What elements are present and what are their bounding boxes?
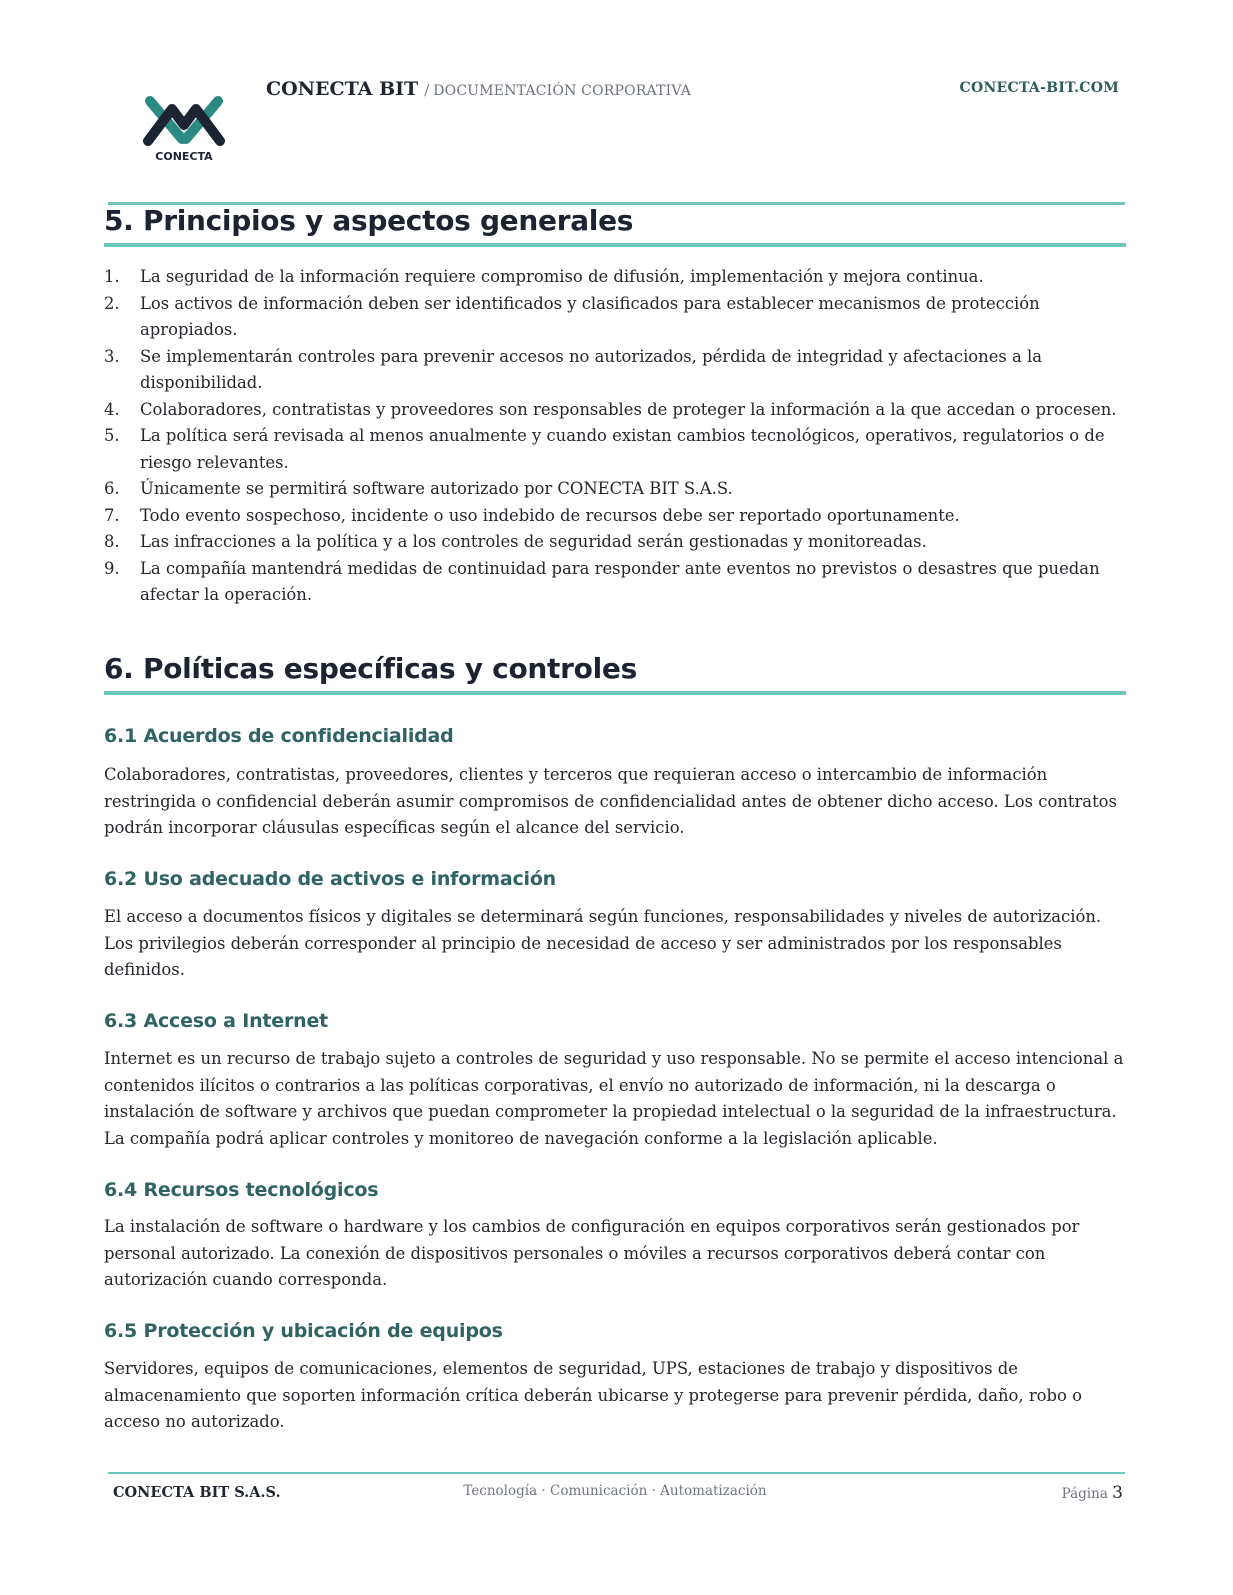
page-indicator [1062,1483,1123,1503]
subsection-6-3-heading: 6.3 Acceso a Internet [104,1010,329,1032]
subsection-6-3-body: Internet es un recurso de trabajo sujeto a controles de seguridad y uso responsable. No se permite el acceso intencional a contenidos ilícitos o contrarios a las políticas corporativas, el envío no autorizado de información, ni la descarga o instalación de software y archivos que puedan comprometer la propiedad intelectual o la seguridad de la infraestructura. La compañía podrá aplicar controles y monitoreo de navegación conforme a la legislación aplicable. [104,1049,1124,1148]
list-item: 1. La seguridad de la información requiere compromiso de difusión, implementación y mejora continua. [104,267,984,286]
principles-list [104,264,1124,609]
subsection-6-2-body: El acceso a documentos físicos y digitales se determinará según funciones, responsabilidades y niveles de autorización. Los privilegios deberán corresponder al principio de necesidad de acceso y ser administrados por los responsables definidos. [104,907,1102,979]
list-item: 3. Se implementarán controles para prevenir accesos no autorizados, pérdida de integridad y afectaciones a la disponibilidad. [104,346,1043,392]
header-brand-line [266,78,691,100]
brand-name: CONECTA BIT [266,78,419,100]
logo-text: CONECTA [155,150,213,163]
company-logo [142,95,226,165]
brand-separator: / [424,81,430,99]
section-6-heading: 6. Políticas específicas y controles [104,652,1126,695]
list-item: 9. La compañía mantendrá medidas de continuidad para responder ante eventos no previstos o desastres que puedan afectar la operación. [104,558,1100,604]
website-link[interactable]: CONECTA-BIT.COM [959,80,1119,96]
list-item: 7. Todo evento sospechoso, incidente o uso indebido de recursos debe ser reportado oportunamente. [104,505,960,525]
logo-mark-icon [142,95,226,165]
list-item: 5. La política será revisada al menos anualmente y cuando existan cambios tecnológicos, operativos, regulatorios o de riesgo relevantes. [104,426,1105,472]
footer-tagline: Tecnología · Comunicación · Automatización [463,1483,767,1499]
subsection-6-5-body: Servidores, equipos de comunicaciones, elementos de seguridad, UPS, estaciones de trabajo y dispositivos de almacenamiento que soporten información crítica deberán ubicarse y protegerse para prevenir pérdida, daño, robo o acceso no autorizado. [104,1359,1082,1431]
footer-divider [108,1472,1125,1474]
list-item: 4. Colaboradores, contratistas y proveedores son responsables de proteger la información a la que accedan o procesen. [104,399,1117,419]
subsection-6-1-body: Colaboradores, contratistas, proveedores, clientes y terceros que requieran acceso o intercambio de información restringida o confidencial deberán asumir compromisos de confidencialidad antes de obtener dicho acceso. Los contratos podrán incorporar cláusulas específicas según el alcance del servicio. [104,765,1117,837]
subsection-6-1-heading: 6.1 Acuerdos de confidencialidad [104,725,454,747]
list-item: 6. Únicamente se permitirá software autorizado por CONECTA BIT S.A.S. [104,479,733,498]
subsection-6-5-heading: 6.5 Protección y ubicación de equipos [104,1320,503,1342]
list-item: 8. Las infracciones a la política y a los controles de seguridad serán gestionadas y monitoreadas. [104,532,927,551]
page-number: 3 [1112,1483,1123,1503]
subsection-6-4-heading: 6.4 Recursos tecnológicos [104,1179,379,1201]
page-label: Página [1061,1486,1108,1502]
list-item: 2. Los activos de información deben ser identificados y clasificados para establecer mecanismos de protección apropiados. [104,293,1040,339]
footer-company: CONECTA BIT S.A.S. [113,1484,281,1501]
section-5-heading: 5. Principios y aspectos generales [104,204,1126,247]
subsection-6-4-body: La instalación de software o hardware y los cambios de configuración en equipos corporativos serán gestionados por personal autorizado. La conexión de dispositivos personales o móviles a recursos corporativos deberá contar con autorización cuando corresponda. [104,1217,1080,1289]
document-category: DOCUMENTACIÓN CORPORATIVA [433,83,692,99]
subsection-6-2-heading: 6.2 Uso adecuado de activos e información [104,868,557,890]
